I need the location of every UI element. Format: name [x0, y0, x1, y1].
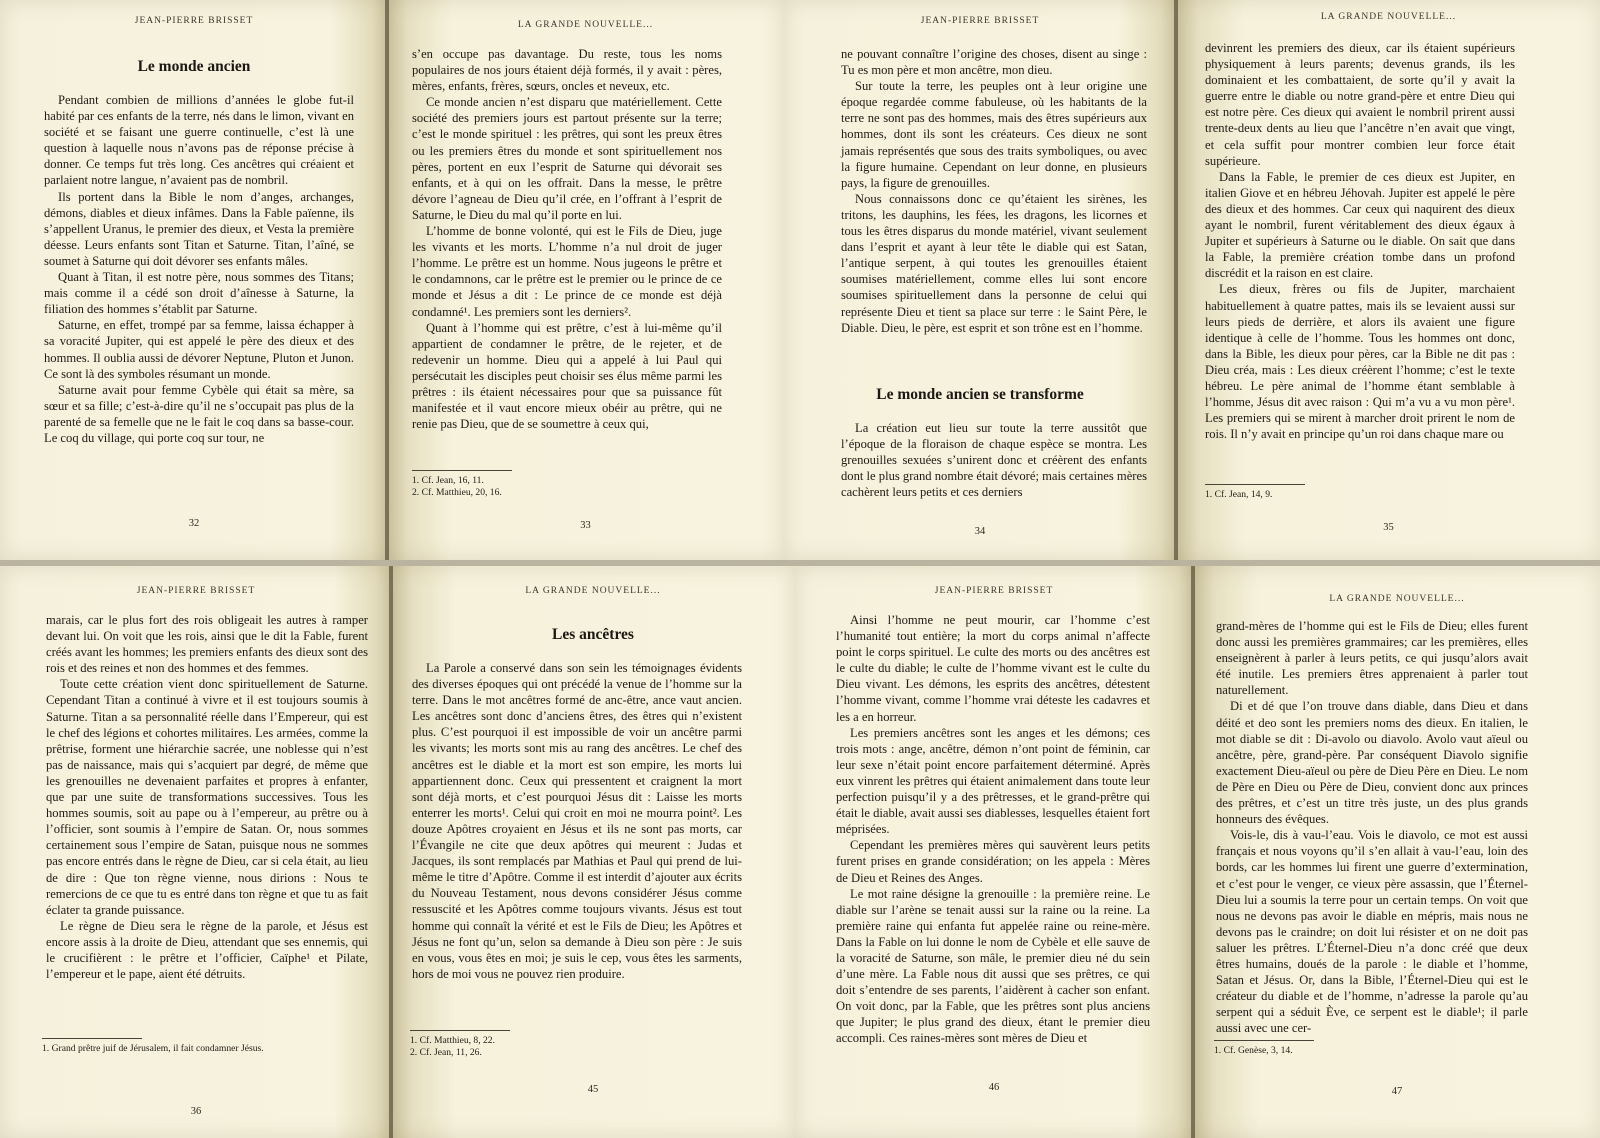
book-page	[392, 566, 794, 1138]
footnote: 1. Grand prêtre juif de Jérusalem, il fait condamner Jésus.	[42, 1043, 264, 1054]
paragraph: s’en occupe pas davantage. Du reste, tous les noms populaires de nos jours étaient déjà formés, il y avait : pères, mères, enfants, frères, sœurs, oncles et neveux, etc.	[412, 47, 722, 94]
gutter-shadow	[1174, 0, 1178, 560]
footnote-rule	[412, 470, 512, 471]
footnotes	[410, 1035, 495, 1059]
paragraph: Toute cette création vient donc spirituellement de Saturne. Cependant Titan a continué à vivre et il est toujours soumis à Saturne. Titan a sa personnalité réelle dans l’Empereur, qui est le chef des légions et cohortes militaires. Les armées, comme la prêtrise, forment une hiérarchie sacrée, une noblesse qui n’est pas de naissance, mais qui s’acquiert par degré, de même que les grenouilles ne devenaient parfaites et propres à enfanter, que par une suite de transformations successives. Tous les hommes soumis, soit au pape ou à l’empereur, au prêtre ou à l’officier, sont soumis à l’empire de Satan. Or, nous sommes certainement sous l’empire de Satan, puisque nous ne sommes pas encore entrés dans le règne de Dieu, car si cela était, au lieu de dire : Que ton règne vienne, nous dirions : Nous te remercions de ce que tu es entré dans ton règne et que tu as fait éclater ta grande puissance.	[46, 677, 368, 917]
book-page	[1177, 0, 1600, 560]
running-head: LA GRANDE NOUVELLE...	[525, 586, 661, 596]
running-head: JEAN-PIERRE BRISSET	[134, 16, 254, 26]
book-page	[1194, 566, 1600, 1138]
paragraph: Les dieux, frères ou fils de Jupiter, marchaient habituellement à quatre pattes, mais ils se levaient aussi sur leurs pieds de derrière, et alors ils avaient une figure identique à celle de l’homme. Tous les hommes ont donc, dans la Bible, les dieux pour pères, car la Bible ne dit pas : Dieu créa, mais : Les dieux créèrent l’homme; c’est le texte hébreu. Le père animal de l’homme étant semblable à l’homme, Jésus dit avec raison : Qui m’a vu a vu mon père¹. Les premiers qui se mirent à marcher droit prirent le nom de rois. Il n’y avait en principe qu’un roi dans chaque mare ou	[1205, 282, 1515, 442]
paragraph: Cependant les premières mères qui sauvèrent leurs petits furent prises en grande considération; on les appela : Mères de Dieu et Reines des Anges.	[836, 838, 1150, 885]
page-number: 47	[1391, 1086, 1403, 1097]
book-page	[783, 0, 1177, 560]
footnote-rule	[1214, 1040, 1314, 1041]
running-head: LA GRANDE NOUVELLE...	[1320, 12, 1457, 22]
paragraph: marais, car le plus fort des rois obligeait les autres à ramper devant lui. On voit que les rois, ainsi que le dit la Fable, furent créés avant les hommes; les premiers enfants des dieux sont des rois et des reines et non des hommes et des femmes.	[46, 613, 368, 676]
footnote: 2. Cf. Matthieu, 20, 16.	[412, 487, 502, 498]
paragraph: Quant à Titan, il est notre père, nous sommes des Titans; mais comme il a cédé son droit d’aînesse à Saturne, la filiation des hommes s’établit par Saturne.	[44, 270, 354, 317]
page-body	[1216, 618, 1528, 1036]
paragraph: Saturne avait pour femme Cybèle qui était sa mère, sa sœur et sa fille; c’est-à-dire qu’il ne s’occupait pas plus de la parenté de sa femelle que ne le fait le coq dans sa basse-cour. Le coq du village, qui porte coq sur tour, ne	[44, 382, 354, 445]
paragraph: Ainsi l’homme ne peut mourir, car l’homme c’est l’humanité tout entière; la mort du corps animal n’affecte point le corps spirituel. Le culte des morts ou des ancêtres est le culte du diable; le culte de l’homme vivant est le culte du Dieu vivant. Les démons, les esprits des ancêtres, détestent l’homme vivant, comme l’homme vrai déteste les cadavres et les a en horreur.	[836, 613, 1150, 724]
page-number: 46	[988, 1082, 1000, 1093]
page-body	[841, 46, 1147, 336]
footnote: 1. Cf. Jean, 16, 11.	[412, 475, 484, 486]
paragraph: Le mot raine désigne la grenouille : la première reine. Le diable sur l’arène se tenait aussi sur la raine ou la reine. La première raine qui enfanta fut appelée raine ou reine-mère. Dans la Fable on lui donne le nom de Cybèle et elle sauve de la voracité de Saturne, son mâle, le premier dieu né du sein d’une mère. La Fable nous dit aussi que ses prêtres, ce qui doit s’entendre de ses parents, l’aidèrent à cacher son enfant. On voit donc, par la Fable, que les prêtres sont plus anciens que Jupiter; le plus grand des dieux, étant le premier dieu accompli. Ces raines-mères sont mères de Dieu et	[836, 886, 1150, 1046]
paragraph: Saturne, en effet, trompé par sa femme, laissa échapper à sa voracité Jupiter, qui est appelé le père des dieux et des hommes. Il oublia aussi de dévorer Neptune, Pluton et Junon. Ce sont là des symboles résumant un monde.	[44, 318, 354, 381]
page-number: 36	[190, 1106, 202, 1117]
footnotes	[1205, 489, 1272, 501]
paragraph: La Parole a conservé dans son sein les témoignages évidents des diverses époques qui ont précédé la venue de l’homme sur la terre. Dans le mot ancêtres formé de anc-être, ance vaut ancien. Les ancêtres sont donc d’anciens êtres, des êtres qui n’existent plus. C’est pourquoi il est impossible de voir un ancêtre parmi les vivants; les morts sont mis au rang des ancêtres. Le chef des ancêtres est le diable et la mort est son empire, les morts lui appartiennent donc. Ceux qui pressentent et craignent la mort sont déjà morts, et c’est pourquoi Jésus dit : Laisse les morts enterrer les morts¹. Celui qui croit en moi ne mourra point². Les douze Apôtres croyaient en Jésus et ils ne sont pas morts, car l’Évangile ne cite que deux apôtres qui meurent : Judas et Jacques, ils sont remplacés par Mathias et Paul qui prend de lui-même le titre d’Apôtre. Comme il est interdit d’ajouter aux écrits du Nouveau Testament, nous devons considérer Jésus comme ressuscité et les Apôtres comme toujours vivants. Jésus est tout homme qui connaît la vérité et est le Fils de Dieu; les Apôtres et Jésus ne font qu’un, selon sa demande à Dieu son père : Je suis en vous, vous êtes en moi; je suis le cep, vous êtes les sarments, hors de moi vous ne pouvez rien produire.	[412, 661, 742, 981]
page-number: 32	[188, 518, 200, 529]
page-number: 35	[1383, 522, 1394, 533]
page-body	[836, 612, 1150, 1047]
paragraph: Pendant combien de millions d’années le globe fut-il habité par ces enfants de la terre, nés dans le limon, vivant en société et se faisant une guerre continuelle, c’est là une question à laquelle nous n’avons pas de réponse précise à donner. Ce temps fut très long. Ces ancêtres qui créaient et parlaient notre langue, n’avaient pas de nombril.	[44, 93, 354, 188]
page-body	[46, 612, 368, 982]
paragraph: Nous connaissons donc ce qu’étaient les sirènes, les tritons, les dauphins, les fées, les dragons, les licornes et tous les êtres disparus du monde matériel, vivant seulement dans l’esprit et ayant à leur tête le diable qui est Satan, l’antique serpent, à qui toutes les grenouilles étaient soumises matériellement, comme elles lui sont encore soumises spirituellement dans la personne de celui qui représente Dieu et tient sa place sur terre : le Saint Père, le Diable. Dieu, le père, est esprit et son trône est en l’homme.	[841, 191, 1147, 335]
book-page	[0, 0, 388, 560]
running-head: JEAN-PIERRE BRISSET	[136, 586, 256, 596]
footnote: 2. Cf. Jean, 11, 26.	[410, 1047, 482, 1058]
book-page	[0, 566, 392, 1138]
paragraph: Di et dé que l’on trouve dans diable, dans Dieu et dans déité et deo sont les premiers noms des dieux. En italien, le mot diable se dit : Di-avolo ou diavolo. Avolo vaut aïeul ou ancêtre, père, grand-père. Par conséquent Diavolo signifie exactement Dieu-aïeul ou père de Dieu Père en Dieu. Le nom de Père en Dieu ou Père de Dieu, convient donc aux princes des prêtres, et c’est un titre très juste, un des plus grands honneurs des évêques.	[1216, 699, 1528, 827]
chapter-title: Les ancêtres	[552, 626, 634, 643]
gutter-shadow	[1191, 566, 1195, 1138]
page-body	[412, 660, 742, 982]
paragraph: Le règne de Dieu sera le règne de la parole, et Jésus est encore assis à la droite de Dieu, attendant que ses ennemis, qui le crucifièrent : le prêtre et l’officier, Caïphe¹ et Pilate, l’empereur et le pape, aient été détruits.	[46, 918, 368, 982]
paragraph: Ils portent dans la Bible le nom d’anges, archanges, démons, diables et dieux infâmes. Dans la Fable païenne, ils s’appellent Uranus, le premier des dieux, et Vesta la première déesse. Leurs enfants sont Titan et Saturne. Titan, l’aîné, se soumet à Saturne qui doit dévorer ses enfants mâles.	[44, 189, 354, 268]
page-number: 33	[580, 520, 591, 531]
page-body	[412, 46, 722, 432]
paragraph: Quant à l’homme qui est prêtre, c’est à lui-même qu’il appartient de condamner le prêtre, de le rejeter, et de redevenir un homme. Dieu qui a appelé à lui Paul qui persécutait les disciples peut choisir ses élus même parmi les prêtres : ils étaient nécessaires pour que sa puissance fût manifestée et il vaut encore mieux obéir au prêtre, qui ne renie pas Dieu, que de se soumettre à ceux qui,	[412, 320, 722, 432]
running-head: JEAN-PIERRE BRISSET	[934, 586, 1054, 596]
paragraph: Sur toute la terre, les peuples ont à leur origine une époque regardée comme fabuleuse, où les habitants de la terre ne sont pas des hommes, mais des êtres supérieurs aux hommes, dont ils sont les créateurs. Ces dieux ne sont jamais représentés que sous des traits symboliques, ou avec la figure humaine. Cependant on leur donne, en plusieurs pays, la figure de grenouilles.	[841, 79, 1147, 190]
footnotes	[412, 475, 502, 499]
footnote-rule	[42, 1038, 142, 1039]
paragraph: La création eut lieu sur toute la terre aussitôt que l’époque de la floraison de chaque espèce se montra. Les grenouilles sexuées s’unirent donc et créèrent des enfants dont le plus grand nombre était dévoré; mais certaines mères cachèrent leurs petits et ces derniers	[841, 421, 1147, 500]
footnote: 1. Cf. Jean, 14, 9.	[1205, 489, 1273, 500]
gutter-shadow	[389, 566, 393, 1138]
footnote: 1. Cf. Matthieu, 8, 22.	[410, 1035, 496, 1046]
page-body	[841, 420, 1147, 500]
chapter-title: Le monde ancien	[137, 58, 251, 75]
footnote: 1. Cf. Genèse, 3, 14.	[1214, 1045, 1293, 1056]
page-body	[1205, 40, 1515, 442]
paragraph: Ce monde ancien n’est disparu que matériellement. Cette société des premiers jours est partout présente sur la terre; c’est le monde spirituel : les prêtres, qui sont les preux êtres ou les premiers êtres du monde et sont spirituellement nos pères, portent en eux l’esprit de Saturne qui dévorait ses enfants, et à qui on les offrait. Dans la messe, le prêtre dévore l’agneau de Dieu qu’il crée, en l’offrant à l’esprit de Saturne, le Dieu du mal qu’il porte en lui.	[412, 95, 722, 222]
page-number: 45	[587, 1084, 599, 1095]
page-number: 34	[974, 526, 986, 537]
footnote-rule	[1205, 484, 1305, 485]
paragraph: Dans la Fable, le premier de ces dieux est Jupiter, en italien Giove et en hébreu Jéhovah. Jupiter est appelé le père des dieux et des hommes. Car ceux qui naquirent des dieux ayant le nombril, furent véritablement des dieux égaux à Jupiter et supérieurs à Saturne ou le diable. On sait que dans la Fable, la première création tombe dans un profond discrédit et la raison en est claire.	[1205, 169, 1515, 281]
paragraph: devinrent les premiers des dieux, car ils étaient supérieurs physiquement à leurs parents; devenus grands, ils les dominaient et les combattaient, de sorte qu’il y avait la guerre entre le diable ou notre grand-père et entre Dieu qui est notre père. Ces dieux qui avaient le nombril prirent aussi trente-deux dents au lieu que l’ancêtre n’en avait que vingt, et cela suffit pour montrer combien leur force était supérieure.	[1205, 41, 1515, 168]
footnotes	[42, 1043, 264, 1055]
page-body	[44, 92, 354, 446]
footnote-rule	[410, 1030, 510, 1031]
running-head: JEAN-PIERRE BRISSET	[920, 16, 1040, 26]
paragraph: grand-mères de l’homme qui est le Fils de Dieu; elles furent donc aussi les premières grammaires; car les premières, elles enseignèrent à parler à leurs petits, ce qui jusqu’alors avait été inutile. Les premiers êtres apprenaient à parler tout naturellement.	[1216, 619, 1528, 698]
gutter-shadow	[385, 0, 389, 560]
running-head: LA GRANDE NOUVELLE...	[517, 20, 654, 30]
book-page	[388, 0, 783, 560]
running-head: LA GRANDE NOUVELLE...	[1329, 594, 1465, 604]
paragraph: Vois-le, dis à vau-l’eau. Vois le diavolo, ce mot est aussi français et nous voyons qu’il s’en allait à vau-l’eau, loin des bords, car les hommes lui firent une guerre d’extermination, et c’est pour le venger, ce vieux père assassin, que l’Éternel-Dieu lui a soumis la terre pour un certain temps. On voit que nous ne devons pas avoir le diable en mépris, mais nous ne devons pas le craindre; on doit lui résister et on ne doit pas saluer les prêtres. L’Éternel-Dieu n’a donc créé que deux êtres humains, doués de la parole : le diable et l’homme, Satan et Jésus. Or, dans la Bible, l’Éternel-Dieu qui est le créateur du diable et de l’homme, n’adresse la parole qu’au serpent qui a séduit Ève, ce serpent est le diable¹; il parle aussi avec une cer-	[1216, 828, 1528, 1036]
chapter-title: Le monde ancien se transforme	[876, 386, 1084, 403]
footnotes	[1214, 1045, 1293, 1057]
paragraph: Les premiers ancêtres sont les anges et les démons; ces trois mots : ange, ancêtre, démon n’ont point de féminin, car leur sexe n’était point encore parfaitement déterminé. Après eux vinrent les prêtres qui étaient animalement dans toute leur perfection puisqu’il y a des prêtresses, et le grand-prêtre qui était le diable, avait aussi ses diablesses, lesquelles étaient fort méprisées.	[836, 725, 1150, 837]
paragraph: ne pouvant connaître l’origine des choses, disent au singe : Tu es mon père et mon ancêtre, mon dieu.	[841, 47, 1147, 78]
paragraph: L’homme de bonne volonté, qui est le Fils de Dieu, juge les vivants et les morts. L’homme n’a nul droit de juger l’homme. Le prêtre est un homme. Nous jugeons le prêtre et le condamnons, car le prêtre est le premier ou le prince de ce monde et Jésus a dit : Le prince de ce monde est déjà condamné¹. Les premiers sont les derniers².	[412, 224, 722, 319]
book-page	[794, 566, 1194, 1138]
